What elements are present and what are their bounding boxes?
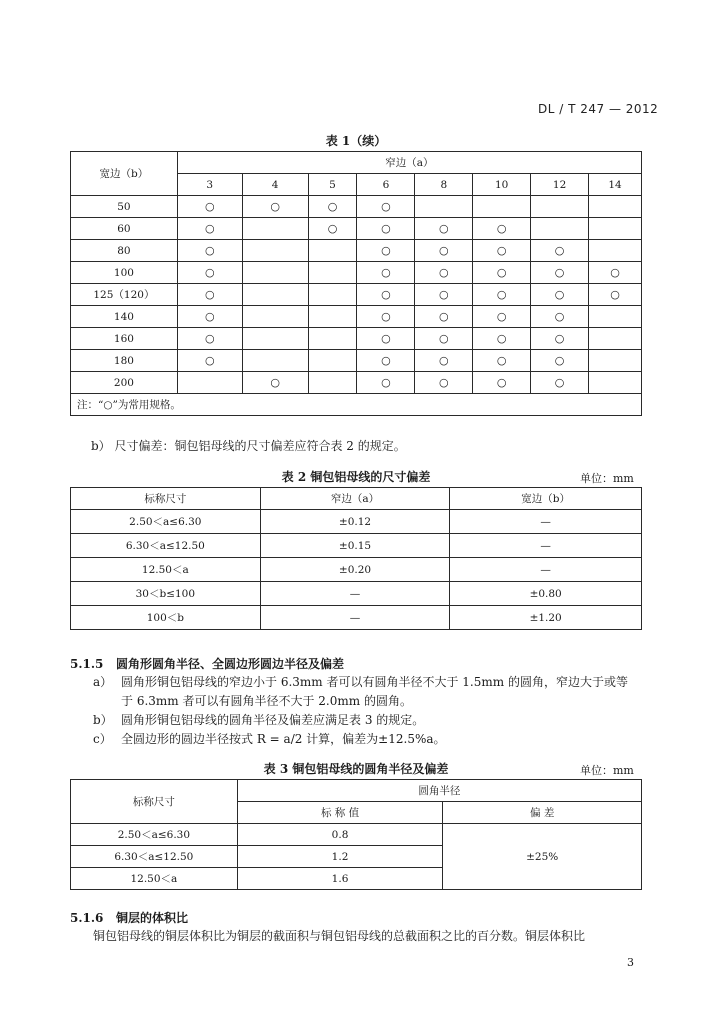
table1-cell: ○: [415, 350, 473, 372]
table1-cell: ○: [473, 218, 531, 240]
table1-row-label: 125（120）: [71, 284, 178, 306]
table2-cell: ±0.15: [260, 534, 450, 558]
table1-cell: ○: [357, 196, 415, 218]
table1-column-header: 3: [177, 174, 242, 196]
table-row: [71, 534, 642, 558]
list-item: [93, 692, 653, 711]
table1-column-header: 10: [473, 174, 531, 196]
table2-cell: ±1.20: [450, 606, 642, 630]
table2-header: 窄边（a）: [260, 488, 450, 510]
table3-caption: 表 3 铜包铝母线的圆角半径及偏差: [263, 762, 449, 776]
table1-cell: [473, 196, 531, 218]
table1-note: 注：“○”为常用规格。: [71, 394, 642, 416]
table2-cell: —: [260, 582, 450, 606]
table2-unit: 单位：mm: [580, 472, 634, 485]
table3-header-radius: 圆角半径: [237, 780, 641, 802]
table1-row-label: 200: [71, 372, 178, 394]
table1-cell: ○: [357, 218, 415, 240]
table1-narrow-header: 窄边（a）: [177, 152, 641, 174]
table1-cell: ○: [357, 240, 415, 262]
table1-cell: ○: [357, 284, 415, 306]
section-515-heading: [70, 655, 344, 672]
list-item: [93, 730, 653, 749]
table1-cell: [589, 306, 642, 328]
table1-cell: ○: [531, 306, 589, 328]
table-row: [71, 350, 642, 372]
list-marker: c）: [93, 732, 112, 746]
table3: [70, 779, 642, 890]
table2-header: 标称尺寸: [71, 488, 261, 510]
section-516-title: 铜层的体积比: [115, 911, 188, 925]
table1-cell: ○: [531, 240, 589, 262]
table1-row-label: 50: [71, 196, 178, 218]
table3-size: 12.50＜a: [71, 868, 238, 890]
table1-cell: [242, 284, 308, 306]
table-row: [71, 510, 642, 534]
table1-column-header: 4: [242, 174, 308, 196]
table1-cell: ○: [415, 240, 473, 262]
table-row: [71, 218, 642, 240]
table1-cell: ○: [177, 350, 242, 372]
table2-cell: ±0.80: [450, 582, 642, 606]
table3-unit: 单位：mm: [580, 764, 634, 777]
table1-cell: [589, 240, 642, 262]
table1-cell: ○: [531, 284, 589, 306]
table1-cell: [589, 196, 642, 218]
table1-cell: ○: [473, 350, 531, 372]
table-row: [71, 240, 642, 262]
section-516-text: 铜包铝母线的铜层体积比为铜层的截面积与铜包铝母线的总截面积之比的百分数。铜层体积比: [93, 929, 586, 943]
page-number: 3: [627, 956, 634, 969]
table3-value: 1.2: [237, 846, 443, 868]
table1-row-label: 60: [71, 218, 178, 240]
table2-header: 宽边（b）: [450, 488, 642, 510]
table3-size: 2.50＜a≤6.30: [71, 824, 238, 846]
table1-cell: [242, 350, 308, 372]
table1-cell: ○: [357, 372, 415, 394]
table-row: [71, 306, 642, 328]
table3-header-nominal: 标称尺寸: [71, 780, 238, 824]
table1-cell: ○: [357, 350, 415, 372]
table2-caption: 表 2 铜包铝母线的尺寸偏差: [281, 470, 431, 484]
table1-row-label: 180: [71, 350, 178, 372]
table1-cell: ○: [589, 284, 642, 306]
table1-cell: ○: [473, 328, 531, 350]
table1-cell: [308, 350, 357, 372]
table1-wide-header: 宽边（b）: [71, 152, 178, 196]
table-row: [71, 262, 642, 284]
table3-value: 0.8: [237, 824, 443, 846]
table1-column-header: 14: [589, 174, 642, 196]
section-516-number: 5.1.6: [70, 911, 104, 925]
table1-cell: ○: [531, 372, 589, 394]
table1-cell: ○: [473, 262, 531, 284]
section-515-items: [93, 673, 653, 749]
table1-row-label: 100: [71, 262, 178, 284]
table1-cell: ○: [473, 372, 531, 394]
table1-cell: ○: [177, 328, 242, 350]
table3-header-deviation: 偏 差: [443, 802, 642, 824]
table1-cell: ○: [531, 350, 589, 372]
table1-cell: ○: [473, 284, 531, 306]
table3-deviation: ±25%: [443, 824, 642, 890]
table1-cell: ○: [357, 262, 415, 284]
table2: [70, 487, 642, 630]
table-row: [71, 328, 642, 350]
table1-cell: ○: [415, 262, 473, 284]
table1-cell: ○: [242, 372, 308, 394]
table1-cell: ○: [415, 306, 473, 328]
list-text: 圆角形铜包铝母线的圆角半径及偏差应满足表 3 的规定。: [121, 713, 425, 727]
table1-cell: ○: [357, 328, 415, 350]
table1-column-header: 12: [531, 174, 589, 196]
table-row: [71, 196, 642, 218]
table1-cell: [308, 240, 357, 262]
list-text: 于 6.3mm 者可以有圆角半径不大于 2.0mm 的圆角。: [121, 694, 412, 708]
table1-cell: ○: [415, 284, 473, 306]
table1-row-label: 160: [71, 328, 178, 350]
table1-cell: ○: [589, 262, 642, 284]
list-item: [93, 711, 653, 730]
table1-cell: [242, 306, 308, 328]
table1-cell: [415, 196, 473, 218]
table2-cell: ±0.20: [260, 558, 450, 582]
table1-cell: [589, 218, 642, 240]
table1-cell: [242, 262, 308, 284]
list-marker: a）: [93, 675, 113, 689]
table1-cell: ○: [308, 196, 357, 218]
table1-column-header: 8: [415, 174, 473, 196]
table2-cell: —: [450, 510, 642, 534]
section-515-title: 圆角形圆角半径、全圆边形圆边半径及偏差: [115, 657, 344, 671]
table1-cell: ○: [177, 306, 242, 328]
table1-caption: 表 1（续）: [325, 134, 387, 148]
table1-cell: [531, 196, 589, 218]
table2-cell: ±0.12: [260, 510, 450, 534]
table-row: [71, 582, 642, 606]
table-row: [71, 824, 642, 846]
table-row: [71, 372, 642, 394]
table1-cell: [308, 262, 357, 284]
table1-cell: ○: [415, 218, 473, 240]
table1-cell: [308, 372, 357, 394]
table1-cell: ○: [242, 196, 308, 218]
table1-cell: ○: [308, 218, 357, 240]
table1-row-label: 80: [71, 240, 178, 262]
table1: [70, 151, 642, 416]
table1-cell: [531, 218, 589, 240]
table1-cell: ○: [473, 240, 531, 262]
table1-row-label: 140: [71, 306, 178, 328]
table1-cell: [308, 306, 357, 328]
table2-cell: 6.30＜a≤12.50: [71, 534, 261, 558]
list-item: [93, 673, 653, 692]
table2-cell: 30＜b≤100: [71, 582, 261, 606]
table1-cell: ○: [473, 306, 531, 328]
table1-cell: ○: [357, 306, 415, 328]
table1-cell: [177, 372, 242, 394]
table1-cell: ○: [415, 372, 473, 394]
table1-cell: ○: [177, 284, 242, 306]
table-row: [71, 394, 642, 416]
table1-cell: ○: [177, 196, 242, 218]
table1-cell: ○: [177, 262, 242, 284]
table1-cell: [242, 218, 308, 240]
item-b-text: b） 尺寸偏差：铜包铝母线的尺寸偏差应符合表 2 的规定。: [91, 439, 406, 453]
table3-size: 6.30＜a≤12.50: [71, 846, 238, 868]
table-row: [71, 558, 642, 582]
table1-column-header: 5: [308, 174, 357, 196]
table1-cell: ○: [531, 328, 589, 350]
list-marker: b）: [93, 713, 113, 727]
table3-value: 1.6: [237, 868, 443, 890]
table1-column-header: 6: [357, 174, 415, 196]
table1-cell: [308, 284, 357, 306]
table-header-row: [71, 488, 642, 510]
table1-cell: [242, 240, 308, 262]
table1-cell: ○: [177, 240, 242, 262]
section-515-number: 5.1.5: [70, 657, 104, 671]
table1-cell: [589, 328, 642, 350]
table2-cell: —: [450, 558, 642, 582]
table1-cell: ○: [177, 218, 242, 240]
table-row: [71, 284, 642, 306]
table2-cell: 100＜b: [71, 606, 261, 630]
table3-header-value: 标 称 值: [237, 802, 443, 824]
table1-cell: ○: [415, 328, 473, 350]
list-text: 圆角形铜包铝母线的窄边小于 6.3mm 者可以有圆角半径不大于 1.5mm 的圆角，窄边大于或等: [121, 675, 628, 689]
section-516-heading: [70, 909, 188, 926]
table2-cell: —: [450, 534, 642, 558]
table2-cell: —: [260, 606, 450, 630]
table-row: [71, 606, 642, 630]
list-text: 全圆边形的圆边半径按式 R = a/2 计算，偏差为±12.5%a。: [121, 732, 446, 746]
table1-cell: [589, 372, 642, 394]
table2-cell: 2.50＜a≤6.30: [71, 510, 261, 534]
table1-cell: [308, 328, 357, 350]
standard-number: DL / T 247 — 2012: [538, 102, 659, 116]
table1-cell: ○: [531, 262, 589, 284]
table2-cell: 12.50＜a: [71, 558, 261, 582]
table1-cell: [242, 328, 308, 350]
table1-cell: [589, 350, 642, 372]
list-marker: [93, 692, 121, 711]
